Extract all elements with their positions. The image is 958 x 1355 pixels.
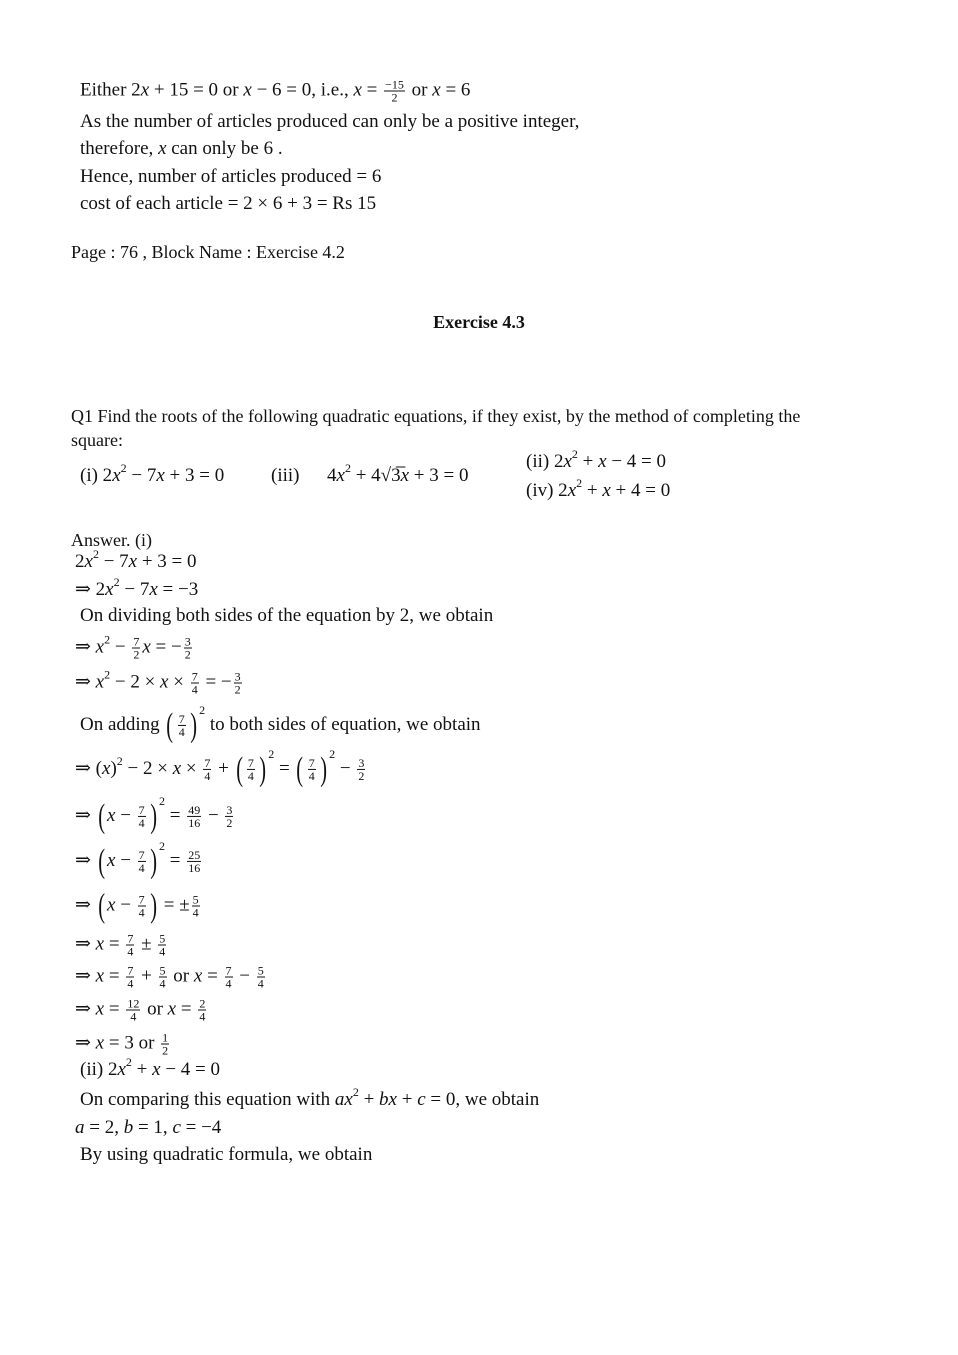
- fraction: $\frac{49}{16}$: [188, 803, 201, 831]
- question-part-i: (i) $2x^2 - 7x + 3 = 0$: [80, 461, 225, 486]
- fraction: $\frac{7}{4}$: [247, 756, 254, 784]
- question-text-cont: square:: [71, 430, 123, 450]
- fraction: $\frac{7}{4}$: [138, 892, 145, 920]
- answer-line: ⇒ $x^2 - 2 \times x$ × $\frac{7}{4}$ = − $\frac{3}{2}$: [75, 667, 241, 697]
- question-part-iv: (iv) $2x^2 + x + 4 = 0$: [526, 476, 671, 501]
- fraction: $\frac{5}{4}$: [192, 892, 199, 920]
- fraction: $\frac{5}{4}$: [257, 963, 264, 991]
- question-part-iii-label: (iii): [271, 465, 300, 486]
- fraction: $\frac{7}{4}$: [191, 669, 198, 697]
- fraction: $\frac{5}{4}$: [159, 931, 166, 959]
- fraction: $\frac{7}{4}$: [138, 803, 145, 831]
- answer-line: a = 2, b = 1, c = −4: [75, 1117, 222, 1138]
- question-part-ii: (ii) $2x^2 + x - 4 = 0$: [526, 447, 666, 472]
- answer-line: On dividing both sides of the equation by 2, we obtain: [80, 605, 494, 626]
- question-text: Q1 Find the roots of the following quadratic equations, if they exist, by the method of completing the: [71, 406, 801, 426]
- answer-line: ⇒ ( x − $\frac{7}{4}$ ) = ± $\frac{5}{4}$: [75, 887, 199, 924]
- fraction: $\frac{7}{4}$: [178, 712, 185, 740]
- fraction: $\frac{25}{16}$: [188, 848, 201, 876]
- fraction: $\frac{3}{2}$: [358, 756, 365, 784]
- answer-line: ⇒ x = $\frac{7}{4}$ ± $\frac{5}{4}$: [75, 931, 166, 959]
- fraction: $\frac{7}{4}$: [308, 756, 315, 784]
- fraction: $\frac{-15}{2}$: [385, 77, 404, 105]
- fraction: $\frac{7}{4}$: [127, 963, 134, 991]
- fraction: $\frac{3}{2}$: [226, 803, 233, 831]
- fraction: $\frac{1}{2}$: [162, 1030, 169, 1058]
- fraction: $\frac{3}{2}$: [184, 634, 191, 662]
- solution-line: therefore, x can only be 6 .: [80, 138, 283, 159]
- answer-line: ⇒ $(x)^2 - 2 \times x$ × $\frac{7}{4}$ + ( $\frac{7}{4}$ ) $^2$ = ( $\frac{7}{4}$ ) $^2$ − $\frac{3}{2}$: [75, 746, 365, 788]
- answer-line: By using quadratic formula, we obtain: [80, 1144, 373, 1165]
- fraction: $\frac{7}{4}$: [127, 931, 134, 959]
- answer-line: On adding ( $\frac{7}{4}$ ) $^2$ to both sides of equation, we obtain: [80, 702, 481, 744]
- answer-line: ⇒ $2x^2 - 7x = -3$: [75, 575, 199, 600]
- answer-label: Answer. (i): [71, 530, 152, 550]
- answer-line: ⇒ ( x − $\frac{7}{4}$ ) $^2$ = $\frac{25}{16}$: [75, 838, 201, 880]
- fraction: $\frac{12}{4}$: [127, 996, 140, 1024]
- answer-line: ⇒ ( x − $\frac{7}{4}$ ) $^2$ = $\frac{49}{16}$ − $\frac{3}{2}$: [75, 793, 233, 835]
- answer-line: ⇒ $x^2$ − $\frac{7}{2}$ x = − $\frac{3}{2}$: [75, 632, 191, 662]
- fraction: $\frac{2}{4}$: [199, 996, 206, 1024]
- fraction: $\frac{7}{4}$: [204, 756, 211, 784]
- answer-line: On comparing this equation with $ax^2$ + bx + c = 0, we obtain: [80, 1085, 540, 1110]
- fraction: $\frac{7}{4}$: [225, 963, 232, 991]
- fraction: $\frac{5}{4}$: [159, 963, 166, 991]
- solution-line: Hence, number of articles produced = 6: [80, 166, 382, 187]
- answer-line: ⇒ x = $\frac{12}{4}$ or x = $\frac{2}{4}$: [75, 996, 206, 1024]
- page-reference: Page : 76 , Block Name : Exercise 4.2: [71, 242, 345, 262]
- fraction: $\frac{7}{2}$: [133, 634, 140, 662]
- solution-line: As the number of articles produced can only be a positive integer,: [80, 111, 580, 132]
- answer-line: (ii) $2x^2 + x - 4 = 0$: [80, 1055, 220, 1080]
- answer-line: $2x^2 - 7x + 3 = 0$: [75, 547, 197, 572]
- solution-line: Either 2x + 15 = 0 or x − 6 = 0, i.e., x = $\frac{-15}{2}$ or x = 6: [80, 77, 471, 105]
- answer-line: ⇒ x = $\frac{7}{4}$ + $\frac{5}{4}$ or x = $\frac{7}{4}$ − $\frac{5}{4}$: [75, 963, 264, 991]
- exercise-title: Exercise 4.3: [433, 312, 525, 332]
- fraction: $\frac{7}{4}$: [138, 848, 145, 876]
- answer-line: ⇒ x = 3 or $\frac{1}{2}$: [75, 1030, 169, 1058]
- fraction: $\frac{3}{2}$: [234, 669, 241, 697]
- solution-line: cost of each article = 2 × 6 + 3 = Rs 15: [80, 193, 377, 214]
- question-part-iii: $4x^2$ + 4√3̅x + 3 = 0: [327, 461, 469, 486]
